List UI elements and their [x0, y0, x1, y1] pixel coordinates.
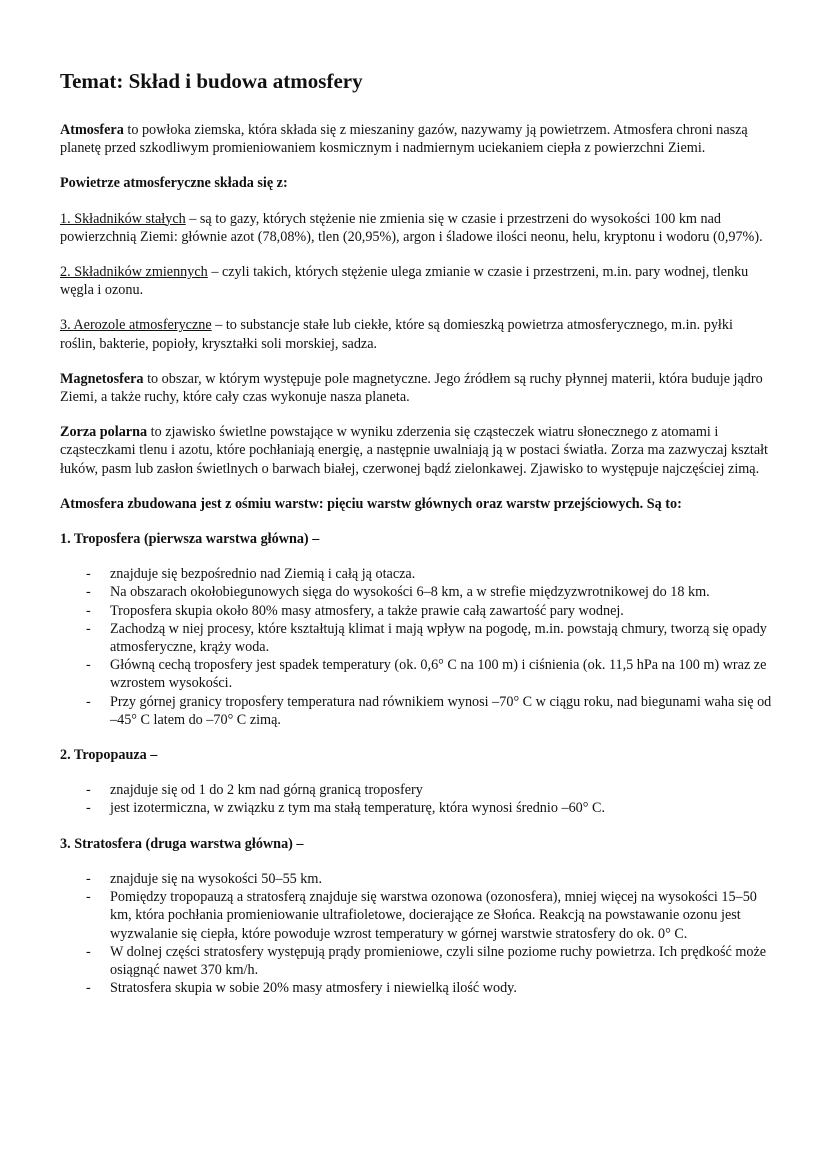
tropopauza-bullet-list	[60, 781, 772, 817]
list-item: - W dolnej części stratosfery występują prądy promieniowe, czyli silne poziome ruchy powietrza. Ich prędkość może osiągnąć nawet 370 km/h.	[110, 943, 772, 979]
list-item: - Zachodzą w niej procesy, które kształtują klimat i mają wpływ na pogodę, m.in. powstają chmury, tworzą się opady atmosferyczne, krąży woda.	[110, 620, 772, 656]
layer-heading-tropopauza: 2. Tropopauza –	[60, 747, 158, 764]
list-item: - jest izotermiczna, w związku z tym ma stałą temperaturę, która wynosi średnio –60° C.	[110, 799, 772, 817]
term-magnetosfera: Magnetosfera	[60, 370, 144, 387]
composition-heading: Powietrze atmosferyczne składa się z:	[60, 175, 288, 192]
list-item: - znajduje się na wysokości 50–55 km.	[110, 870, 772, 888]
troposfera-bullet-list	[60, 565, 772, 729]
intro-text: to powłoka ziemska, która składa się z mieszaniny gazów, nazywamy ją powietrzem. Atmosfera chroni naszą planetę przed szkodliwym promieniowaniem kosmicznym i nadmiernym uciekaniem ciepła z powierzchni Ziemi.	[60, 122, 748, 157]
list-item: - znajduje się od 1 do 2 km nad górną granicą troposfery	[110, 781, 772, 799]
magnetosphere-paragraph	[60, 370, 772, 406]
list-item: - Troposfera skupia około 80% masy atmosfery, a także prawie całą zawartość pary wodnej.	[110, 602, 772, 620]
composition-item-text: – to substancje stałe lub ciekłe, które są domieszką powietrza atmosferycznego, m.in. pyłki roślin, bakterie, popioły, kryształki soli morskiej, sadza.	[60, 317, 733, 352]
list-item: - znajduje się bezpośrednio nad Ziemią i całą ją otacza.	[110, 565, 772, 583]
composition-item-label: 1. Składników stałych	[60, 210, 186, 227]
composition-item-label: 3. Aerozole atmosferyczne	[60, 317, 212, 334]
composition-item-label: 2. Składników zmiennych	[60, 264, 208, 281]
term-atmosfera: Atmosfera	[60, 122, 124, 138]
composition-item-2	[60, 263, 772, 299]
page-title: Temat: Skład i budowa atmosfery	[60, 69, 363, 93]
composition-item-1	[60, 210, 772, 246]
layers-intro-heading: Atmosfera zbudowana jest z ośmiu warstw: pięciu warstw głównych oraz warstw przejściowych. Są to:	[60, 495, 682, 512]
intro-paragraph	[60, 121, 772, 157]
aurora-text: to zjawisko świetlne powstające w wyniku zderzenia się cząsteczek wiatru słonecznego z atomami i cząsteczkami tlenu i azotu, które pochłaniają energię, a następnie uwalniają ją w postaci światła. Zorza ma zazwyczaj kształt łuków, pasm lub zasłon świetlnych o barwach białej, czerwonej bądź zielonkawej. Zjawisko to występuje najczęściej zimą.	[60, 424, 769, 477]
layer-heading-troposfera: 1. Troposfera (pierwsza warstwa główna) –	[60, 531, 320, 548]
aurora-paragraph	[60, 423, 772, 478]
list-item: - Stratosfera skupia w sobie 20% masy atmosfery i niewielką ilość wody.	[110, 979, 772, 997]
term-zorza-polarna: Zorza polarna	[60, 424, 148, 441]
list-item: - Główną cechą troposfery jest spadek temperatury (ok. 0,6° C na 100 m) i ciśnienia (ok. 11,5 hPa na 100 m) wraz ze wzrostem wysokości.	[110, 656, 772, 692]
stratosfera-bullet-list	[60, 870, 772, 997]
list-item: - Na obszarach okołobiegunowych sięga do wysokości 6–8 km, a w strefie międzyzwrotnikowej do 18 km.	[110, 583, 772, 601]
composition-item-text: – czyli takich, których stężenie ulega zmianie w czasie i przestrzeni, m.in. pary wodnej, tlenku węgla i ozonu.	[60, 264, 749, 299]
layer-heading-stratosfera: 3. Stratosfera (druga warstwa główna) –	[60, 835, 304, 852]
magnetosphere-text: to obszar, w którym występuje pole magnetyczne. Jego źródłem są ruchy płynnej materii, która buduje jądro Ziemi, a także ruchy, które cały czas wykonuje nasza planeta.	[60, 370, 763, 406]
composition-item-3	[60, 316, 772, 352]
composition-item-text: – są to gazy, których stężenie nie zmienia się w czasie i przestrzeni do wysokości 100 km nad powierzchnią Ziemi: głównie azot (78,08%), tlen (20,95%), argon i śladowe ilości neonu, helu, kryptonu i wodoru (0,97%).	[60, 210, 763, 245]
list-item: - Przy górnej granicy troposfery temperatura nad równikiem wynosi –70° C w ciągu roku, nad biegunami waha się od –45° C latem do –70° C zimą.	[110, 693, 772, 729]
list-item: - Pomiędzy tropopauzą a stratosferą znajduje się warstwa ozonowa (ozonosfera), mniej więcej na wysokości 15–50 km, która pochłania promieniowanie ultrafioletowe, docierające ze Słońca. Reakcją na powstawanie ozonu jest wyzwalanie się ciepła, które powoduje wzrost temperatury w górnej warstwie stratosfery do ok. 0° C.	[110, 888, 772, 943]
